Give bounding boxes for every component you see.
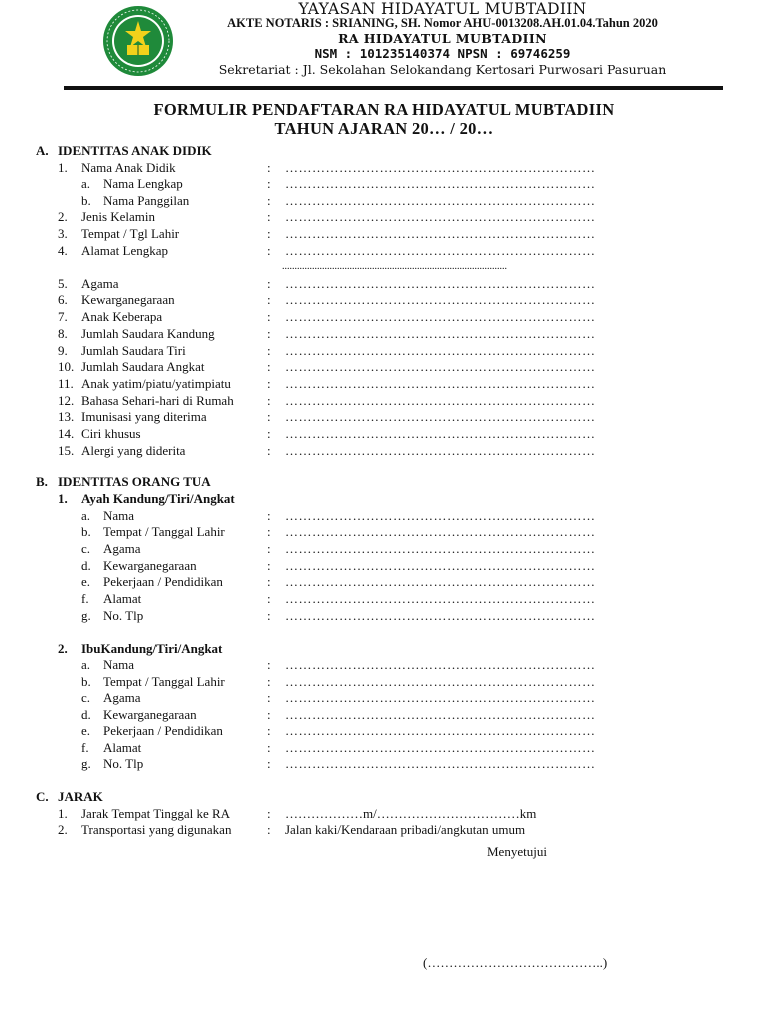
secretariat-address: Sekretariat : Jl. Sekolahan Selokandang Kertosari Purwosari Pasuruan bbox=[218, 62, 667, 77]
item-number: 2. bbox=[58, 641, 68, 656]
mother-field-row bbox=[0, 657, 768, 673]
field-label: Kewarganegaraan bbox=[81, 292, 175, 307]
fill-in-line[interactable]: …………………………………………………………… bbox=[285, 292, 596, 307]
section-title: IDENTITAS ORANG TUA bbox=[58, 474, 211, 489]
item-number: 2. bbox=[58, 822, 68, 837]
colon: : bbox=[267, 309, 271, 324]
item-number: 1. bbox=[58, 160, 68, 175]
address-continuation-row bbox=[0, 259, 768, 275]
field-label: Anak Keberapa bbox=[81, 309, 163, 324]
item-number: 10. bbox=[58, 359, 75, 374]
mother-field-row bbox=[0, 674, 768, 690]
form-subtitle: TAHUN AJARAN 20… / 20… bbox=[274, 119, 494, 138]
colon: : bbox=[267, 409, 271, 424]
field-row bbox=[0, 309, 768, 325]
colon: : bbox=[267, 524, 271, 539]
field-value[interactable]: Jalan kaki/Kendaraan pribadi/angkutan umum bbox=[285, 822, 526, 837]
field-row bbox=[0, 343, 768, 359]
fill-in-line[interactable]: …………………………………………………………… bbox=[285, 209, 596, 224]
field-row bbox=[0, 209, 768, 225]
colon: : bbox=[267, 276, 271, 291]
field-value[interactable]: ………………m/……………………………km bbox=[285, 806, 537, 821]
item-number: d. bbox=[81, 707, 91, 722]
fill-in-line[interactable]: …………………………………………………………… bbox=[285, 657, 596, 672]
section-header-b bbox=[0, 474, 768, 490]
fill-in-line[interactable]: …………………………………………………………… bbox=[285, 541, 596, 556]
field-label: No. Tlp bbox=[103, 608, 144, 623]
colon: : bbox=[267, 343, 271, 358]
item-number: c. bbox=[81, 690, 91, 705]
colon: : bbox=[267, 326, 271, 341]
colon: : bbox=[267, 541, 271, 556]
item-number: 5. bbox=[58, 276, 68, 291]
fill-in-line[interactable]: …………………………………………………………… bbox=[285, 591, 596, 606]
field-row bbox=[0, 393, 768, 409]
colon: : bbox=[267, 740, 271, 755]
father-field-row bbox=[0, 508, 768, 524]
father-field-row bbox=[0, 558, 768, 574]
field-label: Nama bbox=[103, 508, 135, 523]
address-continuation-line[interactable]: .......................................................................................... bbox=[282, 261, 507, 272]
field-label: Jumlah Saudara Tiri bbox=[81, 343, 186, 358]
colon: : bbox=[267, 226, 271, 241]
fill-in-line[interactable]: …………………………………………………………… bbox=[285, 443, 596, 458]
field-row bbox=[0, 409, 768, 425]
akte-notaris: AKTE NOTARIS : SRIANING, SH. Nomor AHU-0013208.AH.01.04.Tahun 2020 bbox=[227, 16, 658, 30]
school-name: RA HIDAYATUL MUBTADIIN bbox=[338, 31, 547, 46]
field-label: Nama Lengkap bbox=[103, 176, 183, 191]
section-header-a bbox=[0, 143, 768, 159]
mother-field-row bbox=[0, 740, 768, 756]
distance-field-row bbox=[0, 822, 768, 838]
field-label: Tempat / Tanggal Lahir bbox=[103, 524, 225, 539]
item-number: a. bbox=[81, 657, 91, 672]
item-number: f. bbox=[81, 740, 89, 755]
field-label: Jenis Kelamin bbox=[81, 209, 156, 224]
item-number: 8. bbox=[58, 326, 68, 341]
item-number: 3. bbox=[58, 226, 68, 241]
section-title: JARAK bbox=[58, 789, 103, 804]
fill-in-line[interactable]: …………………………………………………………… bbox=[285, 376, 596, 391]
fill-in-line[interactable]: …………………………………………………………… bbox=[285, 226, 596, 241]
colon: : bbox=[267, 292, 271, 307]
subsection-title: Ayah Kandung/Tiri/Angkat bbox=[81, 491, 235, 506]
fill-in-line[interactable]: …………………………………………………………… bbox=[285, 193, 596, 208]
field-label: Transportasi yang digunakan bbox=[81, 822, 232, 837]
colon: : bbox=[267, 690, 271, 705]
field-label: Jumlah Saudara Angkat bbox=[81, 359, 205, 374]
colon: : bbox=[267, 707, 271, 722]
fill-in-line[interactable]: …………………………………………………………… bbox=[285, 309, 596, 324]
field-label: Agama bbox=[103, 690, 141, 705]
colon: : bbox=[267, 508, 271, 523]
signature-line[interactable]: (…………………………………..) bbox=[423, 955, 608, 970]
distance-field-row bbox=[0, 806, 768, 822]
item-number: 14. bbox=[58, 426, 75, 441]
fill-in-line[interactable]: …………………………………………………………… bbox=[285, 707, 596, 722]
colon: : bbox=[267, 160, 271, 175]
field-row bbox=[0, 276, 768, 292]
field-label: Agama bbox=[103, 541, 141, 556]
colon: : bbox=[267, 591, 271, 606]
mother-subheader bbox=[0, 641, 768, 657]
fill-in-line[interactable]: …………………………………………………………… bbox=[285, 326, 596, 341]
fill-in-line[interactable]: …………………………………………………………… bbox=[285, 393, 596, 408]
fill-in-line[interactable]: …………………………………………………………… bbox=[285, 508, 596, 523]
form-title: FORMULIR PENDAFTARAN RA HIDAYATUL MUBTADIIN bbox=[153, 100, 615, 119]
field-label: Agama bbox=[81, 276, 119, 291]
fill-in-line[interactable]: …………………………………………………………… bbox=[285, 426, 596, 441]
colon: : bbox=[267, 806, 271, 821]
item-number: b. bbox=[81, 674, 91, 689]
field-label: Anak yatim/piatu/yatimpiatu bbox=[81, 376, 231, 391]
field-label: Bahasa Sehari-hari di Rumah bbox=[81, 393, 234, 408]
item-number: a. bbox=[81, 508, 91, 523]
colon: : bbox=[267, 193, 271, 208]
item-number: c. bbox=[81, 541, 91, 556]
field-label: Pekerjaan / Pendidikan bbox=[103, 574, 223, 589]
colon: : bbox=[267, 608, 271, 623]
colon: : bbox=[267, 393, 271, 408]
colon: : bbox=[267, 426, 271, 441]
colon: : bbox=[267, 674, 271, 689]
field-row bbox=[0, 243, 768, 259]
subsection-title: IbuKandung/Tiri/Angkat bbox=[81, 641, 223, 656]
colon: : bbox=[267, 209, 271, 224]
item-number: b. bbox=[81, 524, 91, 539]
item-number: e. bbox=[81, 574, 91, 589]
fill-in-line[interactable]: …………………………………………………………… bbox=[285, 608, 596, 623]
section-letter: C. bbox=[36, 789, 49, 804]
fill-in-line[interactable]: …………………………………………………………… bbox=[285, 276, 596, 291]
item-number: g. bbox=[81, 608, 91, 623]
item-number: a. bbox=[81, 176, 91, 191]
fill-in-line[interactable]: …………………………………………………………… bbox=[285, 690, 596, 705]
field-label: Alamat bbox=[103, 591, 142, 606]
fill-in-line[interactable]: …………………………………………………………… bbox=[285, 409, 596, 424]
item-number: g. bbox=[81, 756, 91, 771]
section-letter: B. bbox=[36, 474, 48, 489]
section-title: IDENTITAS ANAK DIDIK bbox=[58, 143, 212, 158]
item-number: 13. bbox=[58, 409, 75, 424]
approval-label: Menyetujui bbox=[487, 844, 547, 859]
colon: : bbox=[267, 376, 271, 391]
field-label: Alamat Lengkap bbox=[81, 243, 168, 258]
nsm-npsn: NSM : 101235140374 NPSN : 69746259 bbox=[314, 46, 571, 61]
fill-in-line[interactable]: …………………………………………………………… bbox=[285, 574, 596, 589]
field-label: Nama Panggilan bbox=[103, 193, 190, 208]
fill-in-line[interactable]: …………………………………………………………… bbox=[285, 243, 596, 258]
item-number: 6. bbox=[58, 292, 68, 307]
item-number: b. bbox=[81, 193, 91, 208]
item-number: 2. bbox=[58, 209, 68, 224]
item-number: 4. bbox=[58, 243, 68, 258]
section-letter: A. bbox=[36, 143, 49, 158]
section-header-c bbox=[0, 789, 768, 805]
field-row bbox=[0, 193, 768, 209]
field-row bbox=[0, 292, 768, 308]
colon: : bbox=[267, 176, 271, 191]
item-number: e. bbox=[81, 723, 91, 738]
mother-field-row bbox=[0, 723, 768, 739]
colon: : bbox=[267, 558, 271, 573]
item-number: 9. bbox=[58, 343, 68, 358]
fill-in-line[interactable]: …………………………………………………………… bbox=[285, 524, 596, 539]
colon: : bbox=[267, 243, 271, 258]
colon: : bbox=[267, 443, 271, 458]
item-number: 11. bbox=[58, 376, 74, 391]
field-label: Alergi yang diderita bbox=[81, 443, 186, 458]
field-label: Nama Anak Didik bbox=[81, 160, 176, 175]
field-label: Kewarganegaraan bbox=[103, 558, 197, 573]
fill-in-line[interactable]: …………………………………………………………… bbox=[285, 160, 596, 175]
father-field-row bbox=[0, 524, 768, 540]
father-field-row bbox=[0, 608, 768, 624]
mother-field-row bbox=[0, 707, 768, 723]
field-label: Alamat bbox=[103, 740, 142, 755]
field-label: Tempat / Tanggal Lahir bbox=[103, 674, 225, 689]
fill-in-line[interactable]: …………………………………………………………… bbox=[285, 359, 596, 374]
colon: : bbox=[267, 657, 271, 672]
letterhead-divider bbox=[64, 86, 723, 90]
field-row bbox=[0, 426, 768, 442]
field-label: Jumlah Saudara Kandung bbox=[81, 326, 215, 341]
mother-field-row bbox=[0, 756, 768, 772]
field-row bbox=[0, 160, 768, 176]
fill-in-line[interactable]: …………………………………………………………… bbox=[285, 674, 596, 689]
item-number: 1. bbox=[58, 491, 68, 506]
field-label: Pekerjaan / Pendidikan bbox=[103, 723, 223, 738]
field-row bbox=[0, 176, 768, 192]
field-row bbox=[0, 376, 768, 392]
fill-in-line[interactable]: …………………………………………………………… bbox=[285, 723, 596, 738]
field-label: No. Tlp bbox=[103, 756, 144, 771]
fill-in-line[interactable]: …………………………………………………………… bbox=[285, 343, 596, 358]
fill-in-line[interactable]: …………………………………………………………… bbox=[285, 558, 596, 573]
field-row bbox=[0, 226, 768, 242]
colon: : bbox=[267, 822, 271, 837]
fill-in-line[interactable]: …………………………………………………………… bbox=[285, 176, 596, 191]
org-name: YAYASAN HIDAYATUL MUBTADIIN bbox=[298, 0, 587, 18]
school-logo bbox=[95, 5, 183, 77]
mother-field-row bbox=[0, 690, 768, 706]
item-number: 7. bbox=[58, 309, 68, 324]
father-field-row bbox=[0, 574, 768, 590]
field-row bbox=[0, 359, 768, 375]
colon: : bbox=[267, 574, 271, 589]
father-subheader bbox=[0, 491, 768, 507]
item-number: 12. bbox=[58, 393, 75, 408]
field-row bbox=[0, 443, 768, 459]
fill-in-line[interactable]: …………………………………………………………… bbox=[285, 756, 596, 771]
item-number: d. bbox=[81, 558, 91, 573]
field-label: Kewarganegaraan bbox=[103, 707, 197, 722]
fill-in-line[interactable]: …………………………………………………………… bbox=[285, 740, 596, 755]
father-field-row bbox=[0, 591, 768, 607]
item-number: f. bbox=[81, 591, 89, 606]
field-row bbox=[0, 326, 768, 342]
father-field-row bbox=[0, 541, 768, 557]
field-label: Nama bbox=[103, 657, 135, 672]
colon: : bbox=[267, 723, 271, 738]
colon: : bbox=[267, 756, 271, 771]
field-label: Jarak Tempat Tinggal ke RA bbox=[81, 806, 231, 821]
field-label: Tempat / Tgl Lahir bbox=[81, 226, 180, 241]
item-number: 15. bbox=[58, 443, 75, 458]
item-number: 1. bbox=[58, 806, 68, 821]
field-label: Imunisasi yang diterima bbox=[81, 409, 207, 424]
field-label: Ciri khusus bbox=[81, 426, 141, 441]
colon: : bbox=[267, 359, 271, 374]
